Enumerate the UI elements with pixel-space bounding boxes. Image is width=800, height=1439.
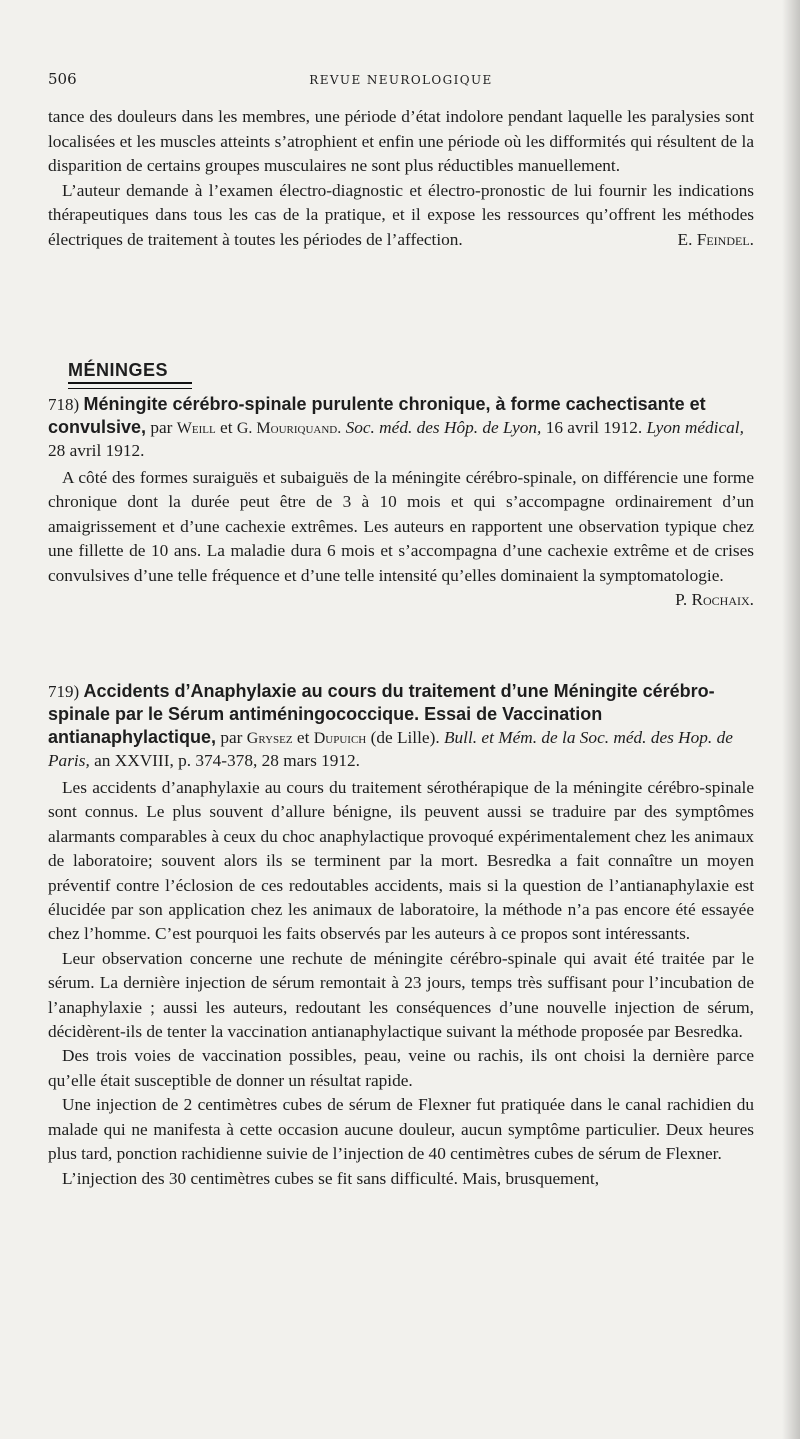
abstract-719-paragraph-3: Des trois voies de vaccination possibles, peau, veine ou rachis, ils ont choisi la dernière parce qu’elle était susceptible de donner un résultat rapide. xyxy=(48,1046,754,1090)
abstract-718-text xyxy=(48,466,754,612)
abstract-718-body: A côté des formes suraiguës et subaiguës de la méningite cérébro-spinale, on différencie une forme chronique dont la durée peut être de 3 à 10 mois et qui s’accompagne ordinairement d’un amaigrissement et d’une cachexie extrêmes. Les auteurs en rapportent une observation typique chez une fillette de 10 ans. La maladie dura 6 mois et s’accompagna d’une cachexie extrême et de crises convulsives d’une telle fréquence et d’une telle intensité qu’elles dominaient la symptomatologie. xyxy=(48,468,754,585)
running-title: REVUE NEUROLOGIQUE xyxy=(309,73,493,87)
abstract-719-paragraph-4: Une injection de 2 centimètres cubes de sérum de Flexner fut pratiquée dans le canal rachidien du malade qui ne manifesta à cette occasion aucune douleur, aucun symptôme particulier. Deux heures plus tard, ponction rachidienne suivie de l’injection de 40 centimètres cubes de sérum de Flexner. xyxy=(48,1095,754,1164)
abstract-719-number: 719) xyxy=(48,682,80,701)
abstract-719-paragraph-1: Les accidents d’anaphylaxie au cours du traitement sérothérapique de la méningite cérébro-spinale sont connus. Le plus souvent d’allure bénigne, ils peuvent aussi se traduire par des symptômes alarmants comparables à ceux du choc anaphylactique provoqué expérimentalement chez les animaux de laboratoire; souvent alors ils se terminent par la mort. Besredka a fait connaître un moyen préventif contre l’éclosion de ces redoutables accidents, mais si la question de l’antianaphylaxie est élucidée par son application chez les animaux de laboratoire, la méthode n’a pas encore été essayée chez l’homme. C’est pourquoi les faits observés par les auteurs à ce propos sont intéressants. xyxy=(48,778,754,944)
page-edge-shadow xyxy=(782,0,800,1439)
abstract-718-date-1: 16 avril 1912. xyxy=(545,418,643,437)
abstract-719 xyxy=(48,680,754,1191)
abstract-718-par: par xyxy=(150,418,173,437)
abstract-718-signature: P. Rochaix. xyxy=(675,590,754,610)
running-header xyxy=(48,70,754,92)
abstract-718-number: 718) xyxy=(48,395,80,414)
intro-paragraph-2 xyxy=(48,179,754,253)
abstract-719-et: et xyxy=(296,728,310,747)
intro-signature: E. Feindel. xyxy=(677,229,754,249)
abstract-719-par: par xyxy=(220,728,243,747)
abstract-718-journal: Soc. méd. des Hôp. de Lyon, xyxy=(345,418,542,437)
section-heading-rule xyxy=(68,382,192,389)
abstract-719-heading xyxy=(48,680,754,772)
abstract-719-ref: an XXVIII, p. 374-378, 28 mars 1912. xyxy=(94,751,361,770)
intro-paragraph-1: tance des douleurs dans les membres, une période d’état indolore pendant laquelle les paralysies sont localisées et les muscles atteints s’atrophient et enfin une période où les difformités qui résultent de la disparition de certains groupes musculaires ne sont plus réductibles manuellement. xyxy=(48,107,754,176)
abstract-719-journal: Bull. et Mém. de la Soc. méd. des Hop. de Paris, xyxy=(48,728,733,770)
abstract-718-journal-2: Lyon médical, xyxy=(646,418,744,437)
section-heading: MÉNINGES xyxy=(68,360,169,380)
abstract-719-title: Accidents d’Anaphylaxie au cours du traitement d’une Méningite cérébro-spinale par le Sérum antiméningococcique. Essai de Vaccination antianaphylactique, xyxy=(48,681,715,747)
intro-continuation xyxy=(48,105,754,253)
abstract-719-paragraph-2: Leur observation concerne une rechute de méningite cérébro-spinale qui avait été traitée par le sérum. La dernière injection de sérum remontait à 23 jours, temps très suffisant pour l’incubation de l’anaphylaxie ; aussi les auteurs, redoutant les conséquences d’une nouvelle injection de sérum, décidèrent-ils de tenter la vaccination antianaphylactique suivant la méthode proposée par Besredka. xyxy=(48,948,754,1042)
abstract-718-heading xyxy=(48,393,754,462)
abstract-718-author-2: G. Mouriquand. xyxy=(236,420,342,437)
abstract-718-title: Méningite cérébro-spinale purulente chronique, à forme cachectisante et convulsive, xyxy=(48,394,706,437)
abstract-718-author-1: Weill xyxy=(176,420,216,437)
abstract-719-paragraph-5: L’injection des 30 centimètres cubes se fit sans difficulté. Mais, brusquement, xyxy=(62,1168,600,1188)
abstract-719-author-1: Grysez xyxy=(246,730,293,747)
abstract-718-et: et xyxy=(220,418,233,437)
abstract-718-date-2: 28 avril 1912. xyxy=(48,441,145,460)
abstract-719-author-2: Dupuich xyxy=(313,730,367,747)
abstract-719-place: (de Lille). xyxy=(370,728,440,747)
intro-paragraph-2-text: L’auteur demande à l’examen électro-diagnostic et électro-pronostic de lui fournir les indications thérapeutiques dans tous les cas de la pratique, et il expose les ressources qu’offrent les méthodes électriques de traitement à toutes les périodes de l’affection. xyxy=(48,180,754,249)
page-number: 506 xyxy=(48,70,77,88)
abstract-718 xyxy=(48,393,754,612)
